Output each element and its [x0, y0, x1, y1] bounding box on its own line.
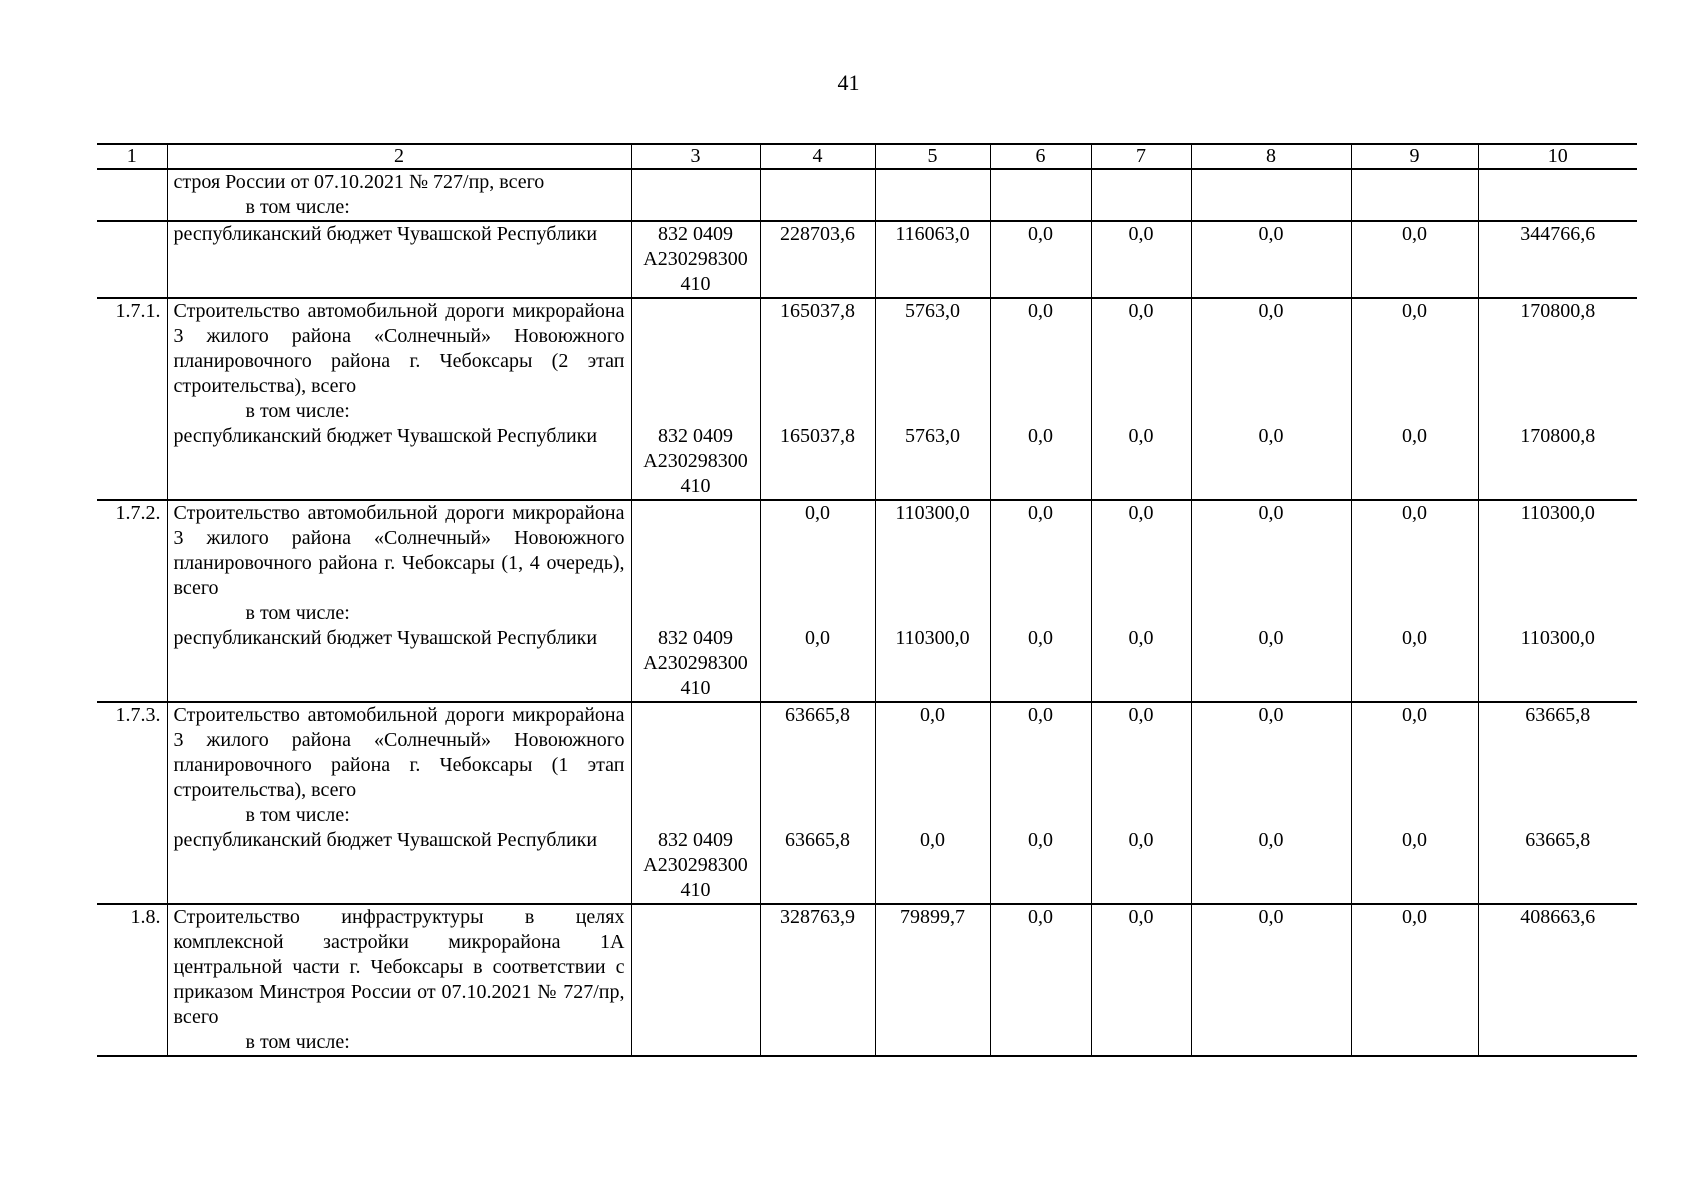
amount-cell: 408663,6 — [1478, 904, 1637, 1056]
column-header: 2 — [167, 144, 631, 169]
amount-cell: 0,0 — [990, 626, 1091, 702]
amount-cell: 0,0 — [990, 702, 1091, 828]
amount-cell: 0,0 — [1091, 424, 1191, 500]
amount-cell: 0,0 — [990, 500, 1091, 626]
amount-cell: 0,0 — [1351, 500, 1478, 626]
description-text: строя России от 07.10.2021 № 727/пр, всего — [173, 171, 545, 193]
amount-cell: 228703,6 — [760, 221, 875, 298]
amount-cell: 0,0 — [1091, 221, 1191, 298]
row-number: 1.7.1. — [97, 298, 167, 424]
description-text: Строительство инфраструктуры в целях комплексной застройки микрорайона 1А центральной части г. Чебоксары в соответствии с приказом Минстроя России от 07.10.2021 № 727/пр, всего — [173, 906, 625, 1028]
budget-code: 832 0409 А230298300 410 — [631, 221, 760, 298]
description-text: республиканский бюджет Чувашской Республики — [173, 425, 598, 447]
amount-cell: 0,0 — [1351, 702, 1478, 828]
table-row — [97, 500, 1637, 626]
amount-cell — [875, 169, 990, 221]
budget-code: 832 0409 А230298300 410 — [631, 424, 760, 500]
amount-cell — [1351, 169, 1478, 221]
row-description — [167, 169, 631, 221]
amount-cell: 165037,8 — [760, 424, 875, 500]
amount-cell: 344766,6 — [1478, 221, 1637, 298]
row-description — [167, 626, 631, 702]
amount-cell: 5763,0 — [875, 298, 990, 424]
row-description — [167, 500, 631, 626]
amount-cell: 0,0 — [1091, 702, 1191, 828]
budget-code — [631, 500, 760, 626]
amount-cell: 0,0 — [1191, 626, 1351, 702]
subtotal-label: в том числе: — [245, 602, 350, 624]
row-number — [97, 828, 167, 904]
column-header: 3 — [631, 144, 760, 169]
budget-code — [631, 702, 760, 828]
column-header: 7 — [1091, 144, 1191, 169]
amount-cell: 110300,0 — [1478, 626, 1637, 702]
budget-code — [631, 904, 760, 1056]
amount-cell: 0,0 — [990, 221, 1091, 298]
column-header: 10 — [1478, 144, 1637, 169]
amount-cell: 0,0 — [1191, 298, 1351, 424]
column-header: 6 — [990, 144, 1091, 169]
amount-cell: 0,0 — [1191, 828, 1351, 904]
amount-cell: 0,0 — [1191, 424, 1351, 500]
subtotal-label: в том числе: — [245, 1031, 350, 1053]
amount-cell: 0,0 — [1191, 500, 1351, 626]
column-number-header — [97, 144, 1637, 169]
description-text: республиканский бюджет Чувашской Республики — [173, 627, 598, 649]
row-number — [97, 221, 167, 298]
amount-cell: 63665,8 — [760, 828, 875, 904]
row-description — [167, 221, 631, 298]
amount-cell: 0,0 — [1351, 298, 1478, 424]
amount-cell: 0,0 — [1191, 221, 1351, 298]
description-text: республиканский бюджет Чувашской Республики — [173, 223, 598, 245]
table-row — [97, 221, 1637, 298]
table-row — [97, 169, 1637, 221]
row-number: 1.8. — [97, 904, 167, 1056]
amount-cell: 0,0 — [990, 424, 1091, 500]
row-number: 1.7.3. — [97, 702, 167, 828]
amount-cell — [1091, 169, 1191, 221]
subtotal-label: в том числе: — [245, 400, 350, 422]
amount-cell: 63665,8 — [1478, 702, 1637, 828]
column-header: 4 — [760, 144, 875, 169]
row-number — [97, 626, 167, 702]
amount-cell: 165037,8 — [760, 298, 875, 424]
amount-cell: 63665,8 — [1478, 828, 1637, 904]
subtotal-label: в том числе: — [245, 196, 350, 218]
table-row — [97, 424, 1637, 500]
amount-cell: 0,0 — [1351, 828, 1478, 904]
amount-cell: 0,0 — [1351, 626, 1478, 702]
description-text: Строительство автомобильной дороги микрорайона 3 жилого района «Солнечный» Новоюжного планировочного района г. Чебоксары (1 этап строительства), всего — [173, 704, 625, 801]
amount-cell: 116063,0 — [875, 221, 990, 298]
amount-cell: 0,0 — [1351, 424, 1478, 500]
amount-cell: 110300,0 — [875, 626, 990, 702]
amount-cell: 0,0 — [1091, 500, 1191, 626]
column-header: 1 — [97, 144, 167, 169]
row-number — [97, 424, 167, 500]
amount-cell: 0,0 — [1091, 828, 1191, 904]
row-description — [167, 904, 631, 1056]
row-description — [167, 298, 631, 424]
amount-cell: 79899,7 — [875, 904, 990, 1056]
row-description — [167, 702, 631, 828]
row-description — [167, 424, 631, 500]
amount-cell: 0,0 — [1191, 904, 1351, 1056]
table-row — [97, 904, 1637, 1056]
amount-cell: 170800,8 — [1478, 424, 1637, 500]
amount-cell: 328763,9 — [760, 904, 875, 1056]
row-description — [167, 828, 631, 904]
amount-cell: 5763,0 — [875, 424, 990, 500]
amount-cell: 0,0 — [990, 904, 1091, 1056]
row-number: 1.7.2. — [97, 500, 167, 626]
amount-cell — [1478, 169, 1637, 221]
table-row — [97, 298, 1637, 424]
amount-cell — [1191, 169, 1351, 221]
budget-code — [631, 298, 760, 424]
amount-cell: 63665,8 — [760, 702, 875, 828]
amount-cell: 0,0 — [1191, 702, 1351, 828]
column-header: 8 — [1191, 144, 1351, 169]
amount-cell: 0,0 — [990, 828, 1091, 904]
amount-cell: 0,0 — [1091, 298, 1191, 424]
amount-cell: 0,0 — [1091, 904, 1191, 1056]
table-row — [97, 828, 1637, 904]
description-text: Строительство автомобильной дороги микрорайона 3 жилого района «Солнечный» Новоюжного планировочного района г. Чебоксары (2 этап строительства), всего — [173, 300, 625, 397]
budget-code: 832 0409 А230298300 410 — [631, 828, 760, 904]
description-text: республиканский бюджет Чувашской Республики — [173, 829, 598, 851]
amount-cell: 110300,0 — [1478, 500, 1637, 626]
amount-cell: 0,0 — [760, 626, 875, 702]
amount-cell — [990, 169, 1091, 221]
budget-code: 832 0409 А230298300 410 — [631, 626, 760, 702]
column-header: 9 — [1351, 144, 1478, 169]
table-row — [97, 626, 1637, 702]
row-number — [97, 169, 167, 221]
budget-table — [97, 143, 1637, 1057]
budget-code — [631, 169, 760, 221]
amount-cell: 110300,0 — [875, 500, 990, 626]
amount-cell: 0,0 — [1351, 904, 1478, 1056]
amount-cell: 0,0 — [1351, 221, 1478, 298]
amount-cell: 0,0 — [760, 500, 875, 626]
page-number: 41 — [837, 70, 860, 95]
column-header: 5 — [875, 144, 990, 169]
description-text: Строительство автомобильной дороги микрорайона 3 жилого района «Солнечный» Новоюжного планировочного района г. Чебоксары (1, 4 очередь), всего — [173, 502, 625, 599]
amount-cell: 0,0 — [875, 702, 990, 828]
subtotal-label: в том числе: — [245, 804, 350, 826]
amount-cell: 0,0 — [875, 828, 990, 904]
amount-cell: 0,0 — [1091, 626, 1191, 702]
amount-cell: 170800,8 — [1478, 298, 1637, 424]
amount-cell — [760, 169, 875, 221]
amount-cell: 0,0 — [990, 298, 1091, 424]
table-row — [97, 702, 1637, 828]
